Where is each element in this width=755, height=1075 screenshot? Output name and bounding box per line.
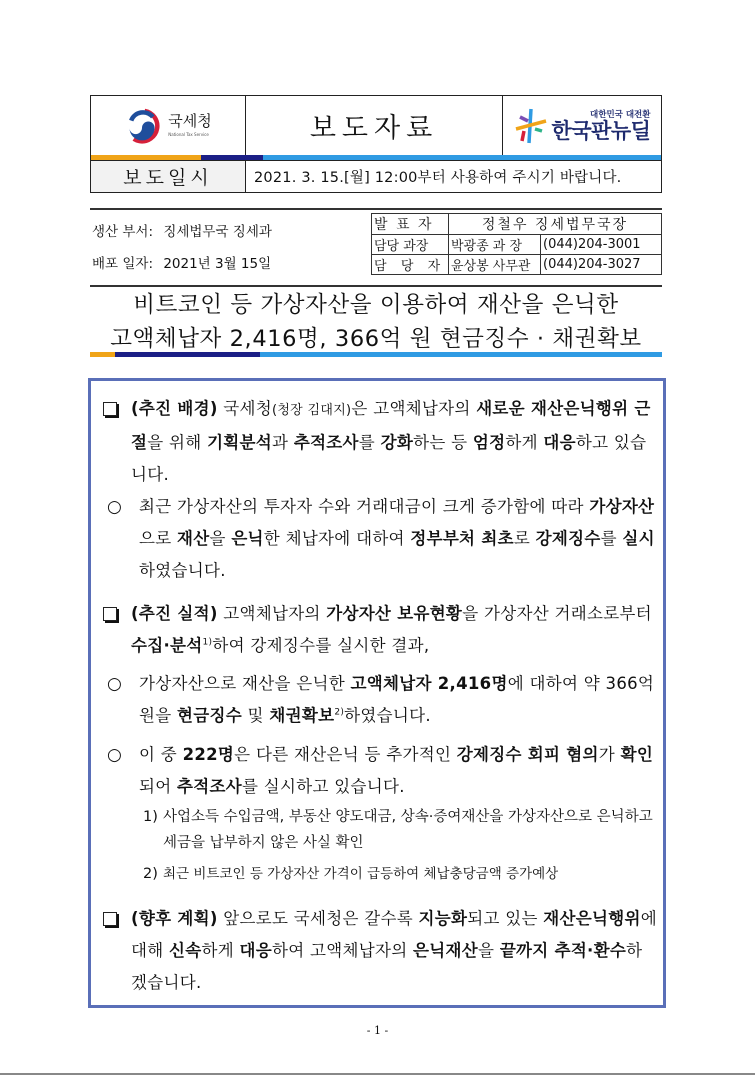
emphasis: 2,416명 [431, 674, 508, 693]
text-run: 를 [600, 529, 623, 548]
text-run: 앞으로도 국세청은 갈수록 [223, 909, 419, 928]
text-run: 고액체납자의 [223, 604, 327, 623]
circle-bullet-icon: ○ [107, 745, 123, 765]
distribution-date-line [92, 250, 272, 278]
emphasis: 가상자산 보유현황 [326, 604, 463, 623]
newdeal-text [552, 108, 651, 142]
contact-role: 담 당 자 [372, 255, 449, 275]
release-time-value: 2021. 3. 15.[월] 12:00부터 사용하여 주시기 바랍니다. [254, 170, 622, 186]
text-run: 최근 가상자산의 투자자 수와 거래대금이 크게 증가함에 따라 [139, 497, 590, 516]
emphasis: 가상자산 [589, 497, 655, 516]
circle-bullet-icon: ○ [107, 674, 123, 694]
background-bullet [107, 491, 657, 587]
distribution-date-label: 배포 일자: [92, 256, 154, 272]
square-bullet-icon [103, 402, 117, 416]
text-run: 이 중 [139, 745, 183, 764]
press-release-header [90, 95, 662, 193]
circle-bullet-icon: ○ [107, 497, 123, 517]
headline-line-2: 고액체납자 2,416명, 366억 원 현금징수 · 채권확보 [110, 326, 642, 352]
section-results [103, 598, 658, 662]
distribution-date-value: 2021년 3월 15일 [163, 256, 272, 272]
text-run: 을 [209, 529, 232, 548]
text-run: 하게 [201, 941, 240, 960]
section-background-text [103, 393, 658, 491]
emphasis: 추적조사 [293, 433, 359, 452]
background-bullet-text [107, 491, 657, 587]
headline-line-1: 비트코인 등 가상자산을 이용하여 재산을 은닉한 [133, 292, 619, 318]
newdeal-title: 한국판뉴딜 [551, 119, 651, 144]
emphasis: 현금징수 [177, 706, 243, 725]
emphasis: 지능화 [418, 909, 468, 928]
footnote-1 [143, 804, 658, 856]
text-run: 가 [598, 745, 621, 764]
emphasis: 222명 [182, 745, 235, 764]
contact-name: 박광종 과 장 [449, 235, 541, 255]
text-run: 하여 강제징수를 실시한 결과, [212, 636, 430, 655]
contact-role: 담당 과장 [372, 235, 449, 255]
text-run: 하여 고액체납자의 [272, 941, 414, 960]
section-results-text [103, 598, 658, 662]
results-bullet-1 [107, 668, 657, 732]
text-run: 하였습니다. [344, 706, 431, 725]
text-run: 하고 있습니다. [131, 433, 647, 484]
emphasis: 기획분석 [207, 433, 273, 452]
emphasis: 대응 [239, 941, 273, 960]
agency-subtitle: National Tax Service [168, 132, 209, 137]
emphasis: 새로운 재산은닉행위 근절 [131, 399, 651, 452]
footnote-2 [143, 861, 658, 887]
contact-row [372, 255, 662, 275]
footnote-text: 사업소득 수입금액, 부동산 양도대금, 상속·증여재산을 가상자산으로 은닉하고 세금을 납부하지 않은 사실 확인 [163, 809, 653, 851]
emphasis: 재산은닉행위 [543, 909, 641, 928]
contact-row [372, 235, 662, 255]
text-run: 과 [272, 433, 294, 452]
text-run: 으로 [139, 529, 178, 548]
department-line [92, 218, 272, 246]
content-box [88, 378, 666, 1008]
text-run: 하겠습니다. [131, 941, 643, 992]
newdeal-star-icon [514, 107, 548, 145]
text-run: 를 실시하고 있습니다. [242, 777, 405, 796]
results-bullet-2 [107, 739, 657, 803]
emphasis: 추적조사 [177, 777, 242, 796]
emphasis: 강제징수 회피 혐의 [456, 745, 599, 764]
text-run: 에 대하여 약 366억 원 [139, 674, 655, 725]
release-time-label: 보도일시 [91, 161, 246, 192]
text-run: 을 위해 [147, 433, 208, 452]
headline [90, 288, 662, 356]
emphasis: 엄정 [472, 433, 506, 452]
section-plan-text [103, 903, 658, 999]
text-run: 을 [478, 941, 500, 960]
divider-line [90, 285, 662, 287]
contact-phone: (044)204-3001 [541, 235, 662, 255]
headline-color-stripe [90, 352, 662, 357]
results-bullet-2-text [107, 739, 657, 803]
release-time-row [91, 160, 661, 192]
text-run: 국세청 [223, 399, 272, 418]
emphasis: 재산 [177, 529, 210, 548]
text-run: 을 [155, 706, 178, 725]
emphasis: 은닉 [231, 529, 264, 548]
nts-text [168, 114, 211, 137]
emphasis: 강제징수 [535, 529, 601, 548]
text-run: 하는 등 [413, 433, 473, 452]
text-run: 한 체납자에 대하여 [263, 529, 411, 548]
newdeal-slogan: 대한민국 대전환 [590, 110, 651, 121]
production-info [92, 218, 272, 278]
text-run: 가상자산으로 재산을 은닉한 [139, 674, 351, 693]
department-value: 징세법무국 징세과 [163, 224, 272, 240]
text-run: 은 다른 재산은닉 등 추가적인 [234, 745, 457, 764]
agency-name: 국세청 [168, 112, 212, 130]
newdeal-logo [503, 96, 661, 155]
text-run: 하였습니다. [139, 561, 226, 580]
results-bullet-1-text [107, 668, 657, 732]
emphasis: 실시 [622, 529, 655, 548]
header-top-row [91, 96, 661, 155]
text-run: 을 가상자산 거래소로부터 [462, 604, 652, 623]
emphasis: 고액체납자 [350, 674, 432, 693]
text-run: 하게 [505, 433, 544, 452]
contact-name: 윤상봉 사무관 [449, 255, 541, 275]
department-label: 생산 부서: [92, 224, 154, 240]
footnote-ref: 2) [334, 707, 345, 718]
text-run: (청장 김대지) [271, 403, 352, 418]
text-run: 로 [513, 529, 536, 548]
square-bullet-icon [103, 607, 117, 621]
emphasis: 정부부처 최초 [410, 529, 514, 548]
square-bullet-icon [103, 912, 117, 926]
document-type-title: 보도자료 [246, 96, 503, 155]
presenter-label: 발 표 자 [372, 214, 449, 235]
text-run: 에 대해 [131, 909, 657, 960]
section-tag: (추진 실적) [131, 604, 218, 623]
taegeuk-icon [124, 108, 160, 144]
text-run: 및 [242, 706, 270, 725]
section-plan [103, 903, 658, 999]
page-number: - 1 - [366, 1024, 389, 1037]
emphasis: 확인 [620, 745, 654, 764]
footnote-text: 최근 비트코인 등 가상자산 가격이 급등하여 체납충당금액 증가예상 [163, 866, 559, 882]
section-background [103, 393, 658, 491]
presenter-value: 정철우 징세법무국장 [449, 214, 662, 235]
emphasis: 은닉재산 [413, 941, 479, 960]
nts-logo [91, 96, 246, 155]
contact-table [371, 213, 662, 275]
emphasis: 대응 [543, 433, 576, 452]
section-tag: (추진 배경) [131, 399, 218, 418]
text-run: 은 고액체납자의 [351, 399, 477, 418]
emphasis: 끝까지 추적·환수 [499, 941, 627, 960]
text-run: 를 [358, 433, 381, 452]
emphasis: 채권확보 [269, 706, 335, 725]
contact-phone: (044)204-3027 [541, 255, 662, 275]
emphasis: 강화 [380, 433, 414, 452]
divider-line [90, 208, 662, 210]
footnote-number: 1) [143, 809, 158, 825]
section-tag: (향후 계획) [131, 909, 218, 928]
emphasis: 수집·분석 [131, 636, 203, 655]
text-run: 되고 있는 [467, 909, 544, 928]
footnote-number: 2) [143, 866, 158, 882]
text-run: 되어 [139, 777, 178, 796]
footnote-ref: 1) [202, 637, 213, 648]
emphasis: 신속 [169, 941, 202, 960]
presenter-row [372, 214, 662, 235]
